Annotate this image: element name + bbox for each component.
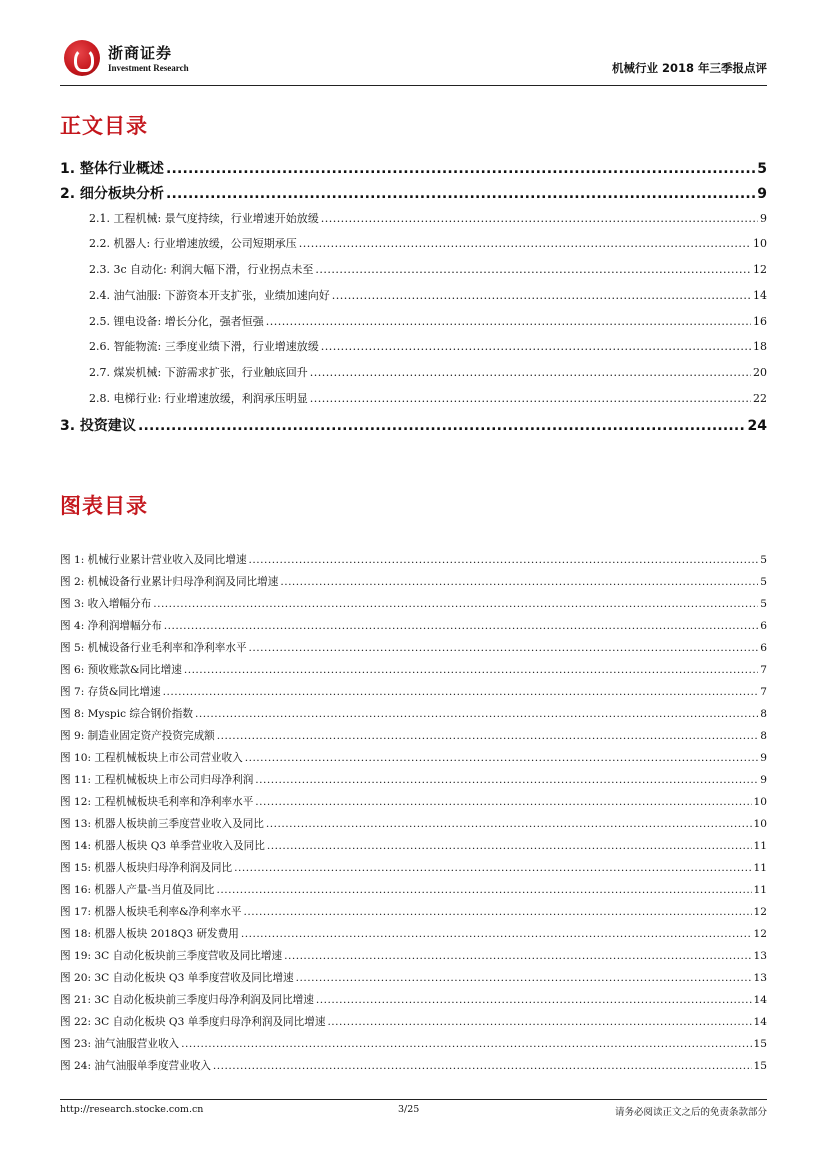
figure-entry-page: 14: [753, 1016, 767, 1028]
leader-dots: [266, 818, 752, 830]
leader-dots: [284, 950, 751, 962]
leader-dots: [244, 906, 752, 918]
figure-entry-page: 9: [760, 752, 767, 764]
toc-entry-page: 18: [753, 340, 767, 353]
leader-dots: [241, 928, 752, 940]
figure-entry[interactable]: [60, 794, 767, 809]
toc-entry-page: 20: [753, 366, 767, 379]
figure-entry-label: 图 15: 机器人板块归母净利润及同比: [60, 862, 233, 874]
leader-dots: [249, 554, 759, 566]
figure-entry-page: 12: [753, 928, 767, 940]
figure-entry[interactable]: [60, 618, 767, 633]
toc-entry-label: 2.6. 智能物流: 三季度业绩下滑，行业增速放缓: [89, 340, 319, 353]
toc-entry-label: 2.2. 机器人: 行业增速放缓，公司短期承压: [89, 237, 297, 250]
toc-entry[interactable]: [89, 287, 767, 303]
figures-heading: 图表目录: [60, 494, 148, 518]
figure-entry-label: 图 23: 油气油服营业收入: [60, 1038, 180, 1050]
figure-entry[interactable]: [60, 992, 767, 1007]
figure-entry-page: 8: [760, 730, 767, 742]
toc-entry[interactable]: [89, 261, 767, 277]
footer-divider: [60, 1099, 767, 1100]
leader-dots: [255, 774, 758, 786]
leader-dots: [163, 686, 759, 698]
leader-dots: [184, 664, 758, 676]
figure-entry-label: 图 11: 工程机械板块上市公司归母净利润: [60, 774, 254, 786]
toc-entry-page: 22: [753, 392, 767, 405]
figure-entry-label: 图 19: 3C 自动化板块前三季度营收及同比增速: [60, 950, 283, 962]
figure-entry-page: 13: [753, 972, 767, 984]
figure-entry-label: 图 10: 工程机械板块上市公司营业收入: [60, 752, 243, 764]
leader-dots: [321, 212, 758, 225]
figure-entry[interactable]: [60, 948, 767, 963]
figure-entry-page: 11: [753, 862, 767, 874]
leader-dots: [234, 862, 751, 874]
leader-dots: [266, 315, 751, 328]
toc-entry-page: 10: [753, 237, 767, 250]
leader-dots: [217, 884, 752, 896]
figure-entry-page: 15: [753, 1060, 767, 1072]
leader-dots: [321, 340, 751, 353]
figure-entry-label: 图 9: 制造业固定资产投资完成额: [60, 730, 215, 742]
figure-entry-label: 图 20: 3C 自动化板块 Q3 单季度营收及同比增速: [60, 972, 294, 984]
figure-entry-label: 图 4: 净利润增幅分布: [60, 620, 162, 632]
toc-entry-label: 2.4. 油气油服: 下游资本开支扩张，业绩加速向好: [89, 289, 330, 302]
figure-entry[interactable]: [60, 706, 767, 721]
leader-dots: [255, 796, 751, 808]
figure-entry-page: 5: [760, 554, 767, 566]
toc-entry-label: 2.3. 3c 自动化: 利润大幅下滑，行业拐点未至: [89, 263, 314, 276]
figure-entry-label: 图 3: 收入增幅分布: [60, 598, 152, 610]
toc-entry-page: 9: [760, 212, 767, 225]
figure-entry[interactable]: [60, 684, 767, 699]
figure-entry-label: 图 16: 机器人产量-当月值及同比: [60, 884, 215, 896]
leader-dots: [332, 289, 751, 302]
figure-entry[interactable]: [60, 662, 767, 677]
leader-dots: [181, 1038, 751, 1050]
figure-entry-label: 图 5: 机械设备行业毛利率和净利率水平: [60, 642, 247, 654]
figure-entry[interactable]: [60, 728, 767, 743]
figure-entry[interactable]: [60, 1014, 767, 1029]
figure-entry-label: 图 8: Myspic 综合钢价指数: [60, 708, 193, 720]
figure-entry-page: 11: [753, 840, 767, 852]
leader-dots: [296, 972, 752, 984]
figure-entry[interactable]: [60, 552, 767, 567]
figure-entry-page: 13: [753, 950, 767, 962]
toc-entry[interactable]: [89, 235, 767, 251]
toc-entry-page: 16: [753, 315, 767, 328]
figure-entry-page: 5: [760, 598, 767, 610]
figure-entry-label: 图 2: 机械设备行业累计归母净利润及同比增速: [60, 576, 279, 588]
figure-entry-label: 图 17: 机器人板块毛利率&净利率水平: [60, 906, 242, 918]
header-divider: [60, 85, 767, 86]
logo-chinese-name: 浙商证券: [108, 44, 173, 62]
figure-entry-page: 15: [753, 1038, 767, 1050]
footer-page-number: 3/25: [398, 1104, 420, 1115]
figure-entry-page: 10: [753, 818, 767, 830]
toc-entry-label: 2.1. 工程机械: 景气度持续，行业增速开始放缓: [89, 212, 319, 225]
figure-entry-label: 图 22: 3C 自动化板块 Q3 单季度归母净利润及同比增速: [60, 1016, 326, 1028]
figure-entry[interactable]: [60, 574, 767, 589]
figure-entry-label: 图 14: 机器人板块 Q3 单季营业收入及同比: [60, 840, 265, 852]
toc-entry[interactable]: [89, 364, 767, 380]
figure-entry[interactable]: [60, 904, 767, 919]
leader-dots: [310, 392, 751, 405]
leader-dots: [245, 752, 759, 764]
figure-entry[interactable]: [60, 772, 767, 787]
figure-entry-label: 图 12: 工程机械板块毛利率和净利率水平: [60, 796, 254, 808]
figure-entry-page: 8: [760, 708, 767, 720]
toc-entry[interactable]: [60, 183, 767, 203]
toc-heading: 正文目录: [60, 114, 148, 138]
leader-dots: [166, 161, 755, 177]
toc-entry[interactable]: [89, 390, 767, 406]
figure-entry-page: 6: [760, 620, 767, 632]
figure-entry-page: 14: [753, 994, 767, 1006]
figure-entry-label: 图 24: 油气油服单季度营业收入: [60, 1060, 211, 1072]
figure-entry[interactable]: [60, 838, 767, 853]
toc-entry-page: 24: [747, 418, 767, 434]
toc-entry-label: 1. 整体行业概述: [60, 161, 164, 177]
figure-entry[interactable]: [60, 640, 767, 655]
figure-entry[interactable]: [60, 596, 767, 611]
figure-entry[interactable]: [60, 750, 767, 765]
toc-entry-label: 2.5. 锂电设备: 增长分化，强者恒强: [89, 315, 264, 328]
footer-url[interactable]: http://research.stocke.com.cn: [60, 1104, 204, 1115]
toc-entry-page: 12: [753, 263, 767, 276]
figure-entry-page: 9: [760, 774, 767, 786]
figure-entry-label: 图 6: 预收账款&同比增速: [60, 664, 182, 676]
leader-dots: [310, 366, 751, 379]
company-logo: [60, 36, 190, 82]
leader-dots: [213, 1060, 752, 1072]
leader-dots: [138, 418, 746, 434]
toc-entry-page: 14: [753, 289, 767, 302]
figure-entry[interactable]: [60, 882, 767, 897]
figure-entry-page: 7: [760, 686, 767, 698]
toc-entry[interactable]: [60, 415, 767, 435]
page-header: [60, 36, 767, 86]
leader-dots: [217, 730, 758, 742]
figure-entry-page: 10: [753, 796, 767, 808]
figure-entry-label: 图 21: 3C 自动化板块前三季度归母净利润及同比增速: [60, 994, 314, 1006]
figure-entry-label: 图 1: 机械行业累计营业收入及同比增速: [60, 554, 247, 566]
leader-dots: [195, 708, 758, 720]
toc-entry-label: 2. 细分板块分析: [60, 186, 164, 202]
footer-disclaimer: 请务必阅读正文之后的免责条款部分: [614, 1107, 767, 1118]
figure-entry-page: 7: [760, 664, 767, 676]
toc-entry[interactable]: [89, 313, 767, 329]
figure-entry[interactable]: [60, 926, 767, 941]
leader-dots: [153, 598, 758, 610]
toc-entry[interactable]: [89, 338, 767, 354]
leader-dots: [299, 237, 751, 250]
figure-entry-label: 图 13: 机器人板块前三季度营业收入及同比: [60, 818, 264, 830]
leader-dots: [327, 1016, 751, 1028]
leader-dots: [267, 840, 752, 852]
toc-entry-label: 2.7. 煤炭机械: 下游需求扩张，行业触底回升: [89, 366, 308, 379]
figure-entry[interactable]: [60, 860, 767, 875]
toc-entry[interactable]: [60, 158, 767, 178]
leader-dots: [166, 186, 755, 202]
leader-dots: [164, 620, 758, 632]
leader-dots: [280, 576, 758, 588]
leader-dots: [249, 642, 759, 654]
figure-entry-page: 5: [760, 576, 767, 588]
logo-mark-icon: [64, 40, 100, 76]
figure-entry-page: 6: [760, 642, 767, 654]
figure-entry-label: 图 18: 机器人板块 2018Q3 研发费用: [60, 928, 239, 940]
figure-entry[interactable]: [60, 1058, 767, 1073]
figure-entry-label: 图 7: 存货&同比增速: [60, 686, 161, 698]
leader-dots: [316, 994, 752, 1006]
toc-entry-page: 5: [757, 161, 767, 177]
toc-entry[interactable]: [89, 210, 767, 226]
report-title: 机械行业 2018 年三季报点评: [611, 61, 767, 75]
toc-entry-label: 2.8. 电梯行业: 行业增速放缓，利润承压明显: [89, 392, 308, 405]
figure-entry[interactable]: [60, 970, 767, 985]
logo-english-name: Investment Research: [108, 63, 189, 73]
figure-entry[interactable]: [60, 816, 767, 831]
figure-entry-page: 12: [753, 906, 767, 918]
toc-entry-label: 3. 投资建议: [60, 418, 136, 434]
figure-entry[interactable]: [60, 1036, 767, 1051]
leader-dots: [315, 263, 751, 276]
toc-entry-page: 9: [757, 186, 767, 202]
figure-entry-page: 11: [753, 884, 767, 896]
